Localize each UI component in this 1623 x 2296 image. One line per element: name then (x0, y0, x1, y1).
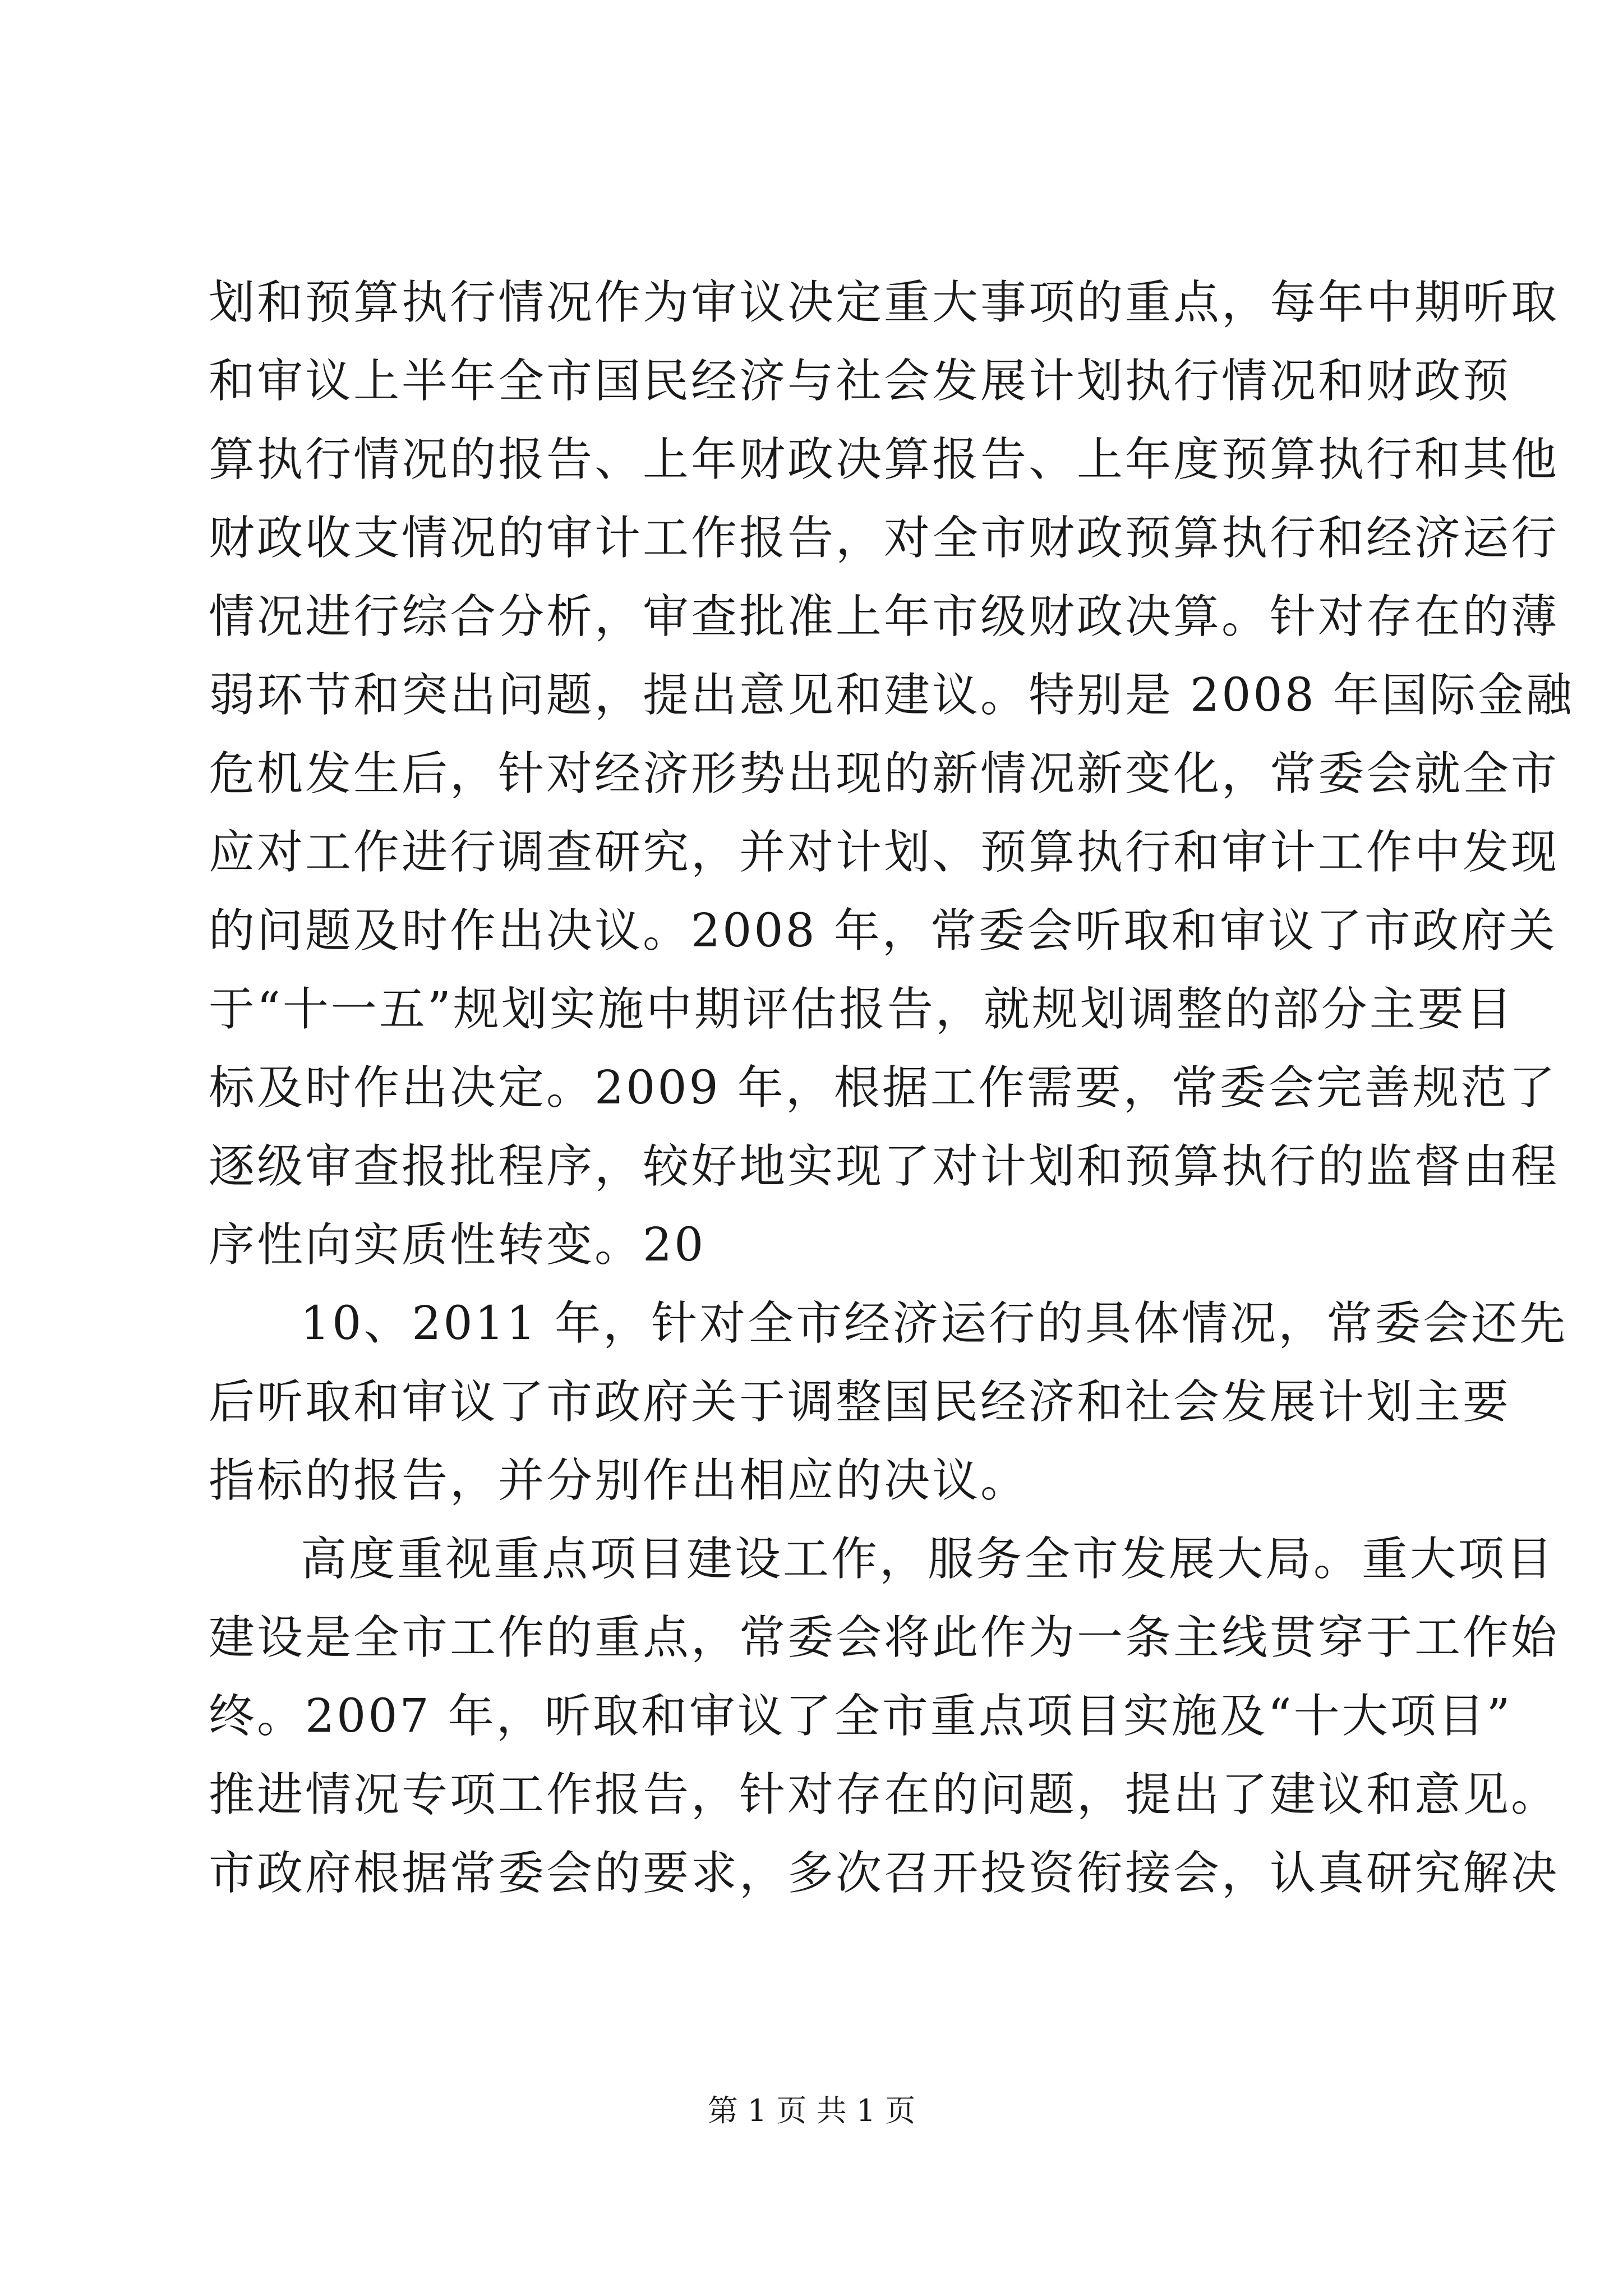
text-line: 标及时作出决定。2009 年，根据工作需要，常委会完善规范了 (209, 1061, 1557, 1115)
text-line: 序性向实质性转变。20 (209, 1218, 706, 1272)
text-line: 指标的报告，并分别作出相应的决议。 (209, 1454, 1029, 1507)
text-line: 逐级审查报批程序，较好地实现了对计划和预算执行的监督由程 (209, 1140, 1560, 1193)
body-text (209, 264, 1574, 1913)
text-line: 情况进行综合分析，审查批准上年市级财政决算。针对存在的薄 (209, 590, 1560, 643)
text-line: 的问题及时作出决议。2008 年，常委会听取和审议了市政府关 (209, 904, 1557, 958)
text-line: 建设是全市工作的重点，常委会将此作为一条主线贯穿于工作始 (209, 1611, 1560, 1664)
text-line: 市政府根据常委会的要求，多次召开投资衔接会，认真研究解决 (209, 1847, 1560, 1900)
text-line: 和审议上半年全市国民经济与社会发展计划执行情况和财政预 (209, 355, 1511, 408)
text-line: 终。2007 年，听取和审议了全市重点项目实施及“十大项目” (209, 1690, 1513, 1743)
text-line: 算执行情况的报告、上年财政决算报告、上年度预算执行和其他 (209, 433, 1560, 486)
text-line: 应对工作进行调查研究，并对计划、预算执行和审计工作中发现 (209, 826, 1560, 879)
text-line: 危机发生后，针对经济形势出现的新情况新变化，常委会就全市 (209, 747, 1560, 800)
text-line: 弱环节和突出问题，提出意见和建议。特别是 2008 年国际金融 (209, 669, 1574, 722)
text-line: 于“十一五”规划实施中期评估报告，就规划调整的部分主要目 (209, 983, 1514, 1036)
text-line: 划和预算执行情况作为审议决定重大事项的重点，每年中期听取 (209, 276, 1560, 329)
text-line: 后听取和审议了市政府关于调整国民经济和社会发展计划主要 (209, 1375, 1511, 1429)
text-line: 高度重视重点项目建设工作，服务全市发展大局。重大项目 (301, 1533, 1555, 1586)
page-footer: 第 1 页 共 1 页 (707, 2093, 916, 2128)
text-line: 10、2011 年，针对全市经济运行的具体情况，常委会还先 (301, 1297, 1568, 1350)
text-line: 财政收支情况的审计工作报告，对全市财政预算执行和经济运行 (209, 512, 1560, 565)
text-line: 推进情况专项工作报告，针对存在的问题，提出了建议和意见。 (209, 1768, 1560, 1821)
